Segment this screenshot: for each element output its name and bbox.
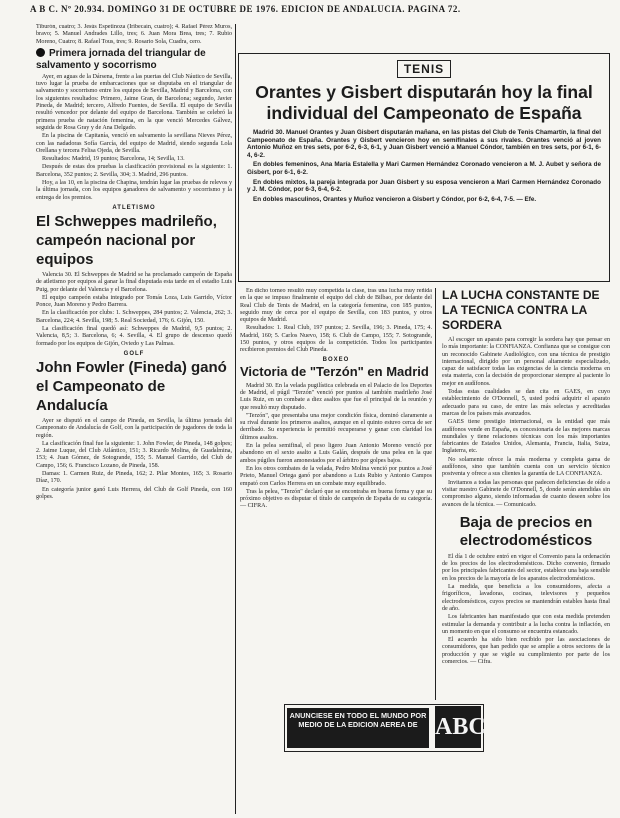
boxing-paragraph: En la pelea semifinal, el peso ligero Juan Antonio Moreno venció por abandono en el sexto asalto a Luis Galán, después de una pelea en la que ambos púgiles fueron amonestados por el árbitro por golpes bajos. [240, 443, 432, 464]
athletics-paragraph: Valencia 30. El Schweppes de Madrid se ha proclamado campeón de España de atletismo por equipos al ganar la final disputada esta tarde en el estadio Luis Puig, por delante del Valencia y el Barcelona. [36, 271, 232, 293]
tennis-box [238, 53, 610, 282]
boxing-headline: Victoria de "Terzón" en Madrid [240, 363, 429, 379]
tennis-headline: Orantes y Gisbert disputarán hoy la final individual del Campeonato de España [255, 82, 593, 123]
boxing-paragraph: Madrid 30. En la velada pugilística celebrada en el Palacio de los Deportes de Madrid, el púgil "Terzón" venció por puntos al también madrileño José Luis Ruiz, en un combate a diez asaltos que fue el principal de la reunión y que resultó muy disputado. [240, 382, 432, 411]
lifesaving-paragraph: Resultados: Madrid, 19 puntos; Barcelona, 14; Sevilla, 13. [42, 156, 185, 163]
hearing-headline: LA LUCHA CONSTANTE DE LA TECNICA CONTRA LA SORDERA [442, 288, 600, 332]
boxing-paragraph: Tras la pelea, "Terzón" declaró que se encontraba en buena forma y que su próximo objetivo es disputar el título de campeón de España de su categoría. — CIFRA. [240, 488, 432, 510]
golf-tag: GOLF [123, 350, 145, 357]
hearing-paragraph: GAES tiene prestigio internacional, es la entidad que más audífonos vende en España, es concesionaria de las mejores marcas mundiales y tiene relaciones técnicas con los más importantes fabricantes de Estados Unidos, Alemania, Francia, Italia, Suiza, Inglaterra, etc. [442, 419, 610, 455]
hearing-paragraph: Todas estas cualidades se dan cita en GAES, en cuyo establecimiento de O'Donnell, 5, usted podrá adquirir el aparato adecuado para su caso, de entre las más selectas y acreditadas marcas de los países más avanzados. [442, 389, 610, 417]
athletics-headline: El Schweppes madrileño, campeón nacional por equipos [36, 212, 217, 268]
lifesaving-paragraph: Después de estas dos pruebas la clasificación provisional es la siguiente: 1. Barcelona, 352 puntos; 2. Sevilla, 304; 3. Madrid, 296 puntos. [36, 164, 232, 178]
mid-paragraph: En dicho torneo resultó muy competida la clase, tras una lucha muy reñida en la que se impuso finalmente el equipo del club de Bilbao, por delante del Real Club de Tenis de Madrid, en la categoría femenina, con 185 puntos, seguido muy de cerca por el equipo de Sevilla, con 183 puntos, y otros equipos de Madrid. [240, 288, 432, 324]
boxing-tag: BOXEO [322, 356, 350, 363]
golf-paragraph: La clasificación final fue la siguiente: 1. John Fowler, de Pineda, 148 golpes; 2. Jaime Luque, del Club Atlántico, 151; 3. Ricardo Molina, de Guadalmina, 153; 4. Juan Gómez, de Sotogrande, 155; 5. Manuel Garrido, del Club de Campo, 156; 6. Francisco Lozano, de Pineda, 158. [36, 440, 232, 469]
middle-column [240, 288, 432, 698]
golf-paragraph: Damas: 1. Carmen Ruiz, de Pineda, 162; 2. Pilar Montes, 165; 3. Rosario Díaz, 170. [36, 470, 232, 485]
appliances-paragraph: El acuerdo ha sido bien recibido por las asociaciones de consumidores, que han pedido que se amplíe a otros sectores de la producción y que se vigile su cumplimiento por parte de los comercios. — Cifra. [442, 637, 610, 665]
tennis-paragraph: En dobles masculinos, Orantes y Muñoz vencieron a Gisbert y Cóndor, por 6-2, 6-4, 7-5. — Efe. [253, 195, 537, 203]
athletics-paragraph: La clasificación final quedó así: Schweppes de Madrid, 9,5 puntos; 2. Valencia, 8,5; 3. Barcelona, 6; 4. Sevilla, 4. El grupo de descenso quedó formado por los equipos de Gijón, Oviedo y Las Palmas. [36, 326, 232, 347]
lifesaving-headline [36, 48, 232, 72]
athletics-paragraph: En la clasificación por clubs: 1. Schweppes, 284 puntos; 2. Valencia, 262; 3. Barcelona, 224; 4. Sevilla, 198; 5. Real Sociedad, 176; 6. Gijón, 150. [36, 310, 232, 324]
athletics-tag: ATLETISMO [112, 204, 156, 211]
appliances-headline: Baja de precios en electrodomésticos [459, 513, 593, 549]
golf-headline: John Fowler (Fineda) ganó el Campeonato de Andalucía [36, 358, 227, 414]
tennis-label: TENIS [397, 60, 451, 78]
athletics-paragraph: El equipo campeón estaba integrado por Tomás Loza, Luis Garrido, Víctor Ponce, Juan Moreno y Pedro Barrera. [36, 294, 232, 309]
lifesaving-headline-text: Primera jornada del triangular de salvamento y socorrismo [36, 47, 206, 71]
hearing-paragraph: No solamente ofrece la más moderna y completa gama de audífonos, sino que también cuenta con un servicio técnico postventa y ofrece a sus clientes la garantía de LA CONFIANZA. [442, 456, 610, 478]
lifesaving-paragraph: Ayer, en aguas de la Dársena, frente a las puertas del Club Náutico de Sevilla, tuvo lugar la prueba de embarcaciones que se disputaba en el triangular de salvamento y socorrismo entre los equipos de Sevilla, Madrid y Barcelona, con los siguientes resultados: Primero, Jaime Gran, de Barcelona; segundo, Javier Pineda, de Madrid; tercero, Alfredo Fuentes, de Sevilla. El equipo de Sevilla resultó vencedor por delante del equipo de Barcelona. También se celebró la primera prueba de natación femenina, en la que venció Mercedes Gálvez, seguida de Rosa Gray y de Ana Delgado. [36, 73, 232, 131]
boxing-paragraph: En los otros combates de la velada, Pedro Molina venció por puntos a José Prieto, Manuel Ortega ganó por abandono a Luis Rubio y Antonio Campos empató con Carlos Herrera en un combate muy equilibrado. [240, 465, 432, 487]
column-divider [235, 24, 236, 814]
appliances-paragraph: Los fabricantes han manifestado que con esta medida pretenden estimular la demanda y contribuir a la lucha contra la inflación, en un momento en que el consumo se encuentra estancado. [442, 614, 610, 635]
lifesaving-paragraph: Hoy, a las 10, en la piscina de Chapina, tendrán lugar las pruebas de relevos y la última jornada, con los equipos ganadores de salvamento y socorrismo y la entrega de los premios. [36, 180, 232, 201]
mid-paragraph: Resultados: 1. Real Club, 197 puntos; 2. Sevilla, 196; 3. Pineda, 175; 4. Madrid, 160; 5. Carlos Nuevo, 158; 6. Club de Campo, 155; 7. Sotogrande, 150 puntos, y otros equipos de la competición. Todos los participantes recibieron premios del Club Pineda. [240, 325, 432, 354]
boxing-paragraph: "Terzón", que presentaba una mejor condición física, dominó claramente a su rival durante los primeros asaltos, aunque en el quinto estuvo cerca de ser derribado. Su experiencia le permitió recuperarse y ganar con claridad los últimos asaltos. [240, 412, 432, 441]
golf-paragraph: En categoría junior ganó Luis Herrera, del Club de Golf Pineda, con 160 golpes. [36, 486, 232, 500]
appliances-paragraph: La medida, que beneficia a los consumidores, afecta a frigoríficos, lavadoras, cocinas, televisores y pequeños electrodomésticos, cuyos precios se mantendrán estables hasta final de año. [442, 584, 610, 612]
page-header: A B C. Nº 20.934. DOMINGO 31 DE OCTUBRE DE 1976. EDICION DE ANDALUCIA. PAGINA 72. [30, 4, 461, 14]
appliances-paragraph: El día 1 de octubre entró en vigor el Convenio para la ordenación de los precios de los electrodomésticos. Dicho convenio, firmado por los principales fabricantes del sector, establece una baja sensible en los precios de la mayoría de los aparatos electrodomésticos. [442, 553, 610, 582]
column-divider [435, 288, 436, 700]
lifesaving-paragraph: En la piscina de Capitanía, venció en salvamento la sevillana Nieves Pérez, con las nadadoras Sofía García, del equipo de Madrid, siendo segunda Lola Orellana y tercera Felisa Ojeda, de Sevilla. [36, 133, 232, 154]
tennis-lead: Madrid 30. Manuel Orantes y Juan Gisbert disputarán mañana, en las pistas del Club de Tenis Chamartín, la final del Campeonato de España. Orantes y Gisbert vencieron hoy en semifinales a sus rivales. Orantes venció al joven Antonio Muñoz en tres sets, por 6-2, 6-3, 6-1, y Juan Gisbert venció a Manuel Cóndor, también en tres sets, por 6-1, 6-4, 6-2. [247, 129, 601, 159]
ad-text: ANUNCIESE EN TODO EL MUNDO POR MEDIO DE LA EDICION AEREA DE [287, 708, 429, 748]
hearing-paragraph: Al escoger un aparato para corregir la sordera hay que pensar en lo más importante: la CONFIANZA. Confianza que se consigue con un reconocido Gabinete Audiológico, con una técnica de prestigio internacional, dirigido por un personal altamente especializado, capaz de satisfacer todas las exigencias de la ciencia moderna en esta materia, con la decisión de proporcionar siempre al paciente lo mejor en audífonos. [442, 337, 610, 387]
left-column [36, 24, 232, 814]
tennis-paragraph: En dobles mixtos, la pareja integrada por Juan Gisbert y su esposa vencieron a Mari Carmen Hernández Coronado y J. M. Cóndor, por 6-3, 6-4, 6-2. [247, 178, 601, 194]
intro-results: Tiburón, cuatro; 3. Jesús Espetinoza (Iribecaín, cuatro); 4. Rafael Pérez Muros, bravo; 5. Manuel Andrades Lillo, tres; 6. Juan Mora Brea, tres; 7. Rubio Moreno, Cuatro; 8. Rafael Tous, tres; 9. Rosario Sola, Cuadra, cero. [36, 24, 232, 45]
abc-logo: ABC [435, 706, 481, 748]
hearing-paragraph: Invitamos a todas las personas que padecen deficiencias de oído a visitar nuestro Gabinete de O'Donnell, 5, donde serán atendidas sin compromiso alguno, siendo informadas de cuanto deseen sobre los avances de la técnica. — Comunicado. [442, 479, 610, 508]
bullet-icon [36, 48, 45, 57]
golf-paragraph: Ayer se disputó en el campo de Pineda, en Sevilla, la última jornada del Campeonato de Andalucía de Golf, con la participación de jugadores de toda la región. [36, 417, 232, 439]
tennis-paragraph: En dobles femeninos, Ana María Estalella y Mari Carmen Hernández Coronado vencieron a M. J. Aubet y señora de Gisbert, por 6-1, 6-2. [247, 161, 601, 176]
